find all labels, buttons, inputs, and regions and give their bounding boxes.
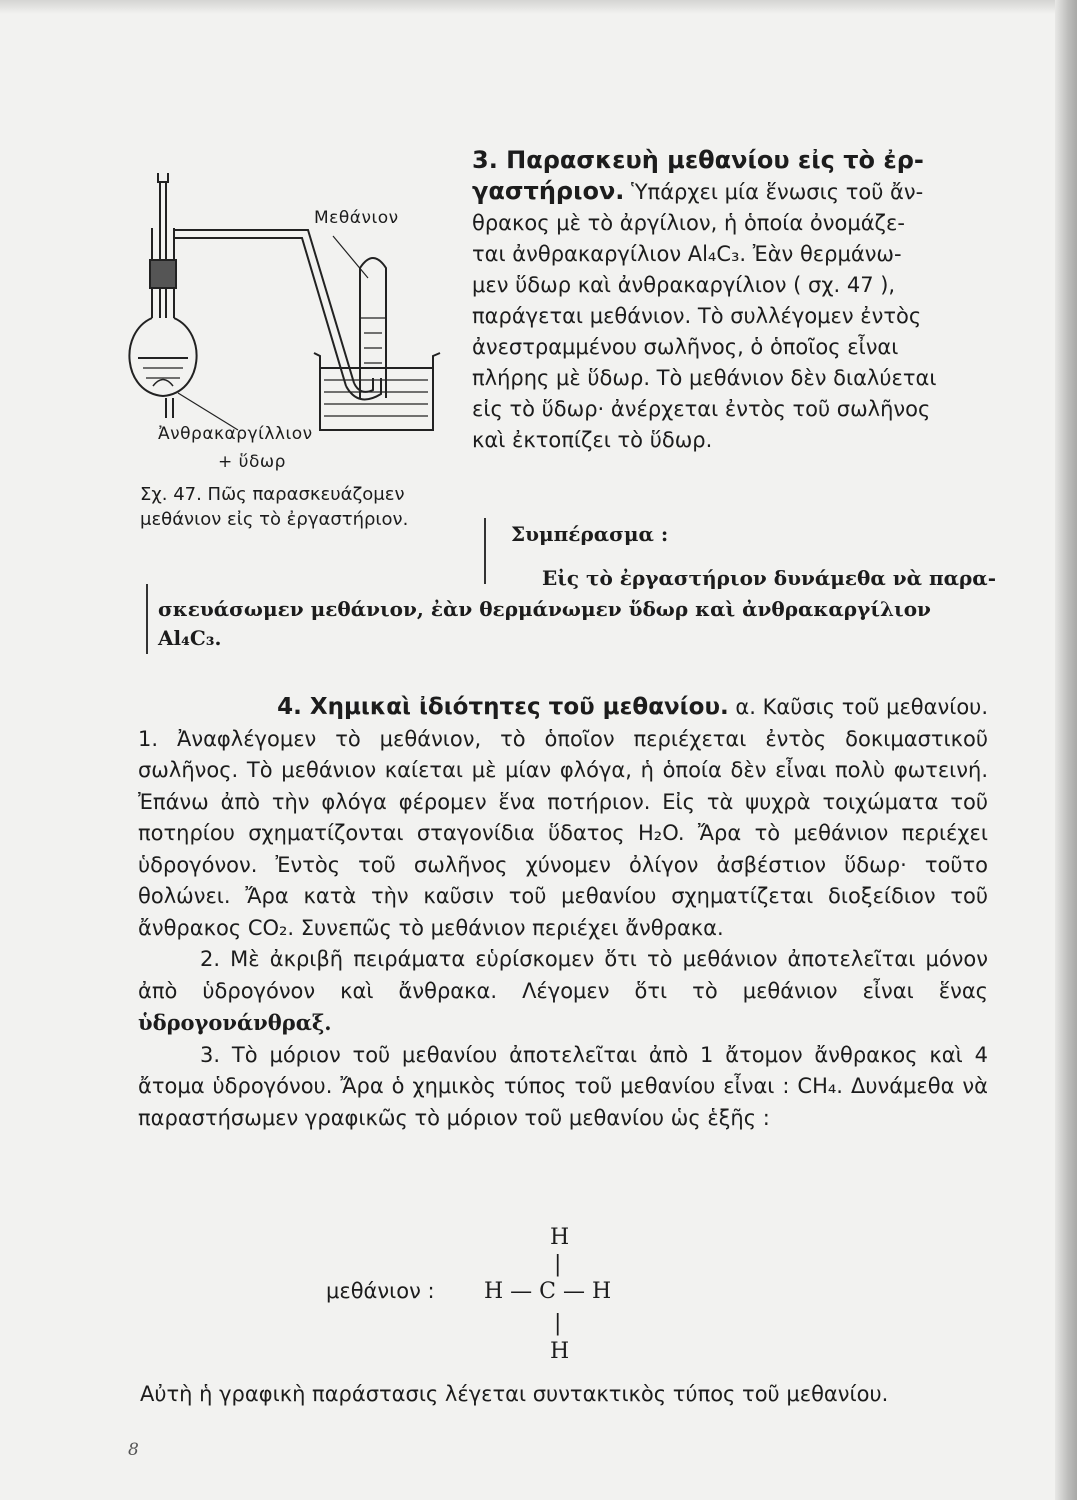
conclusion-heading: Συμπέρασμα : [511,522,669,546]
apparatus-figure [128,168,458,472]
formula-bond-bottom: | [554,1311,562,1336]
conclusion-line-1: Εἰς τὸ ἐργαστήριον δυνάμεθα νὰ παρα- [541,566,996,590]
section-4-subheading: α. Καῦσις τοῦ μεθανίου. [728,695,988,719]
section-3-line: ἀνεστραμμένου σωλῆνος, ὁ ὁποῖος εἶναι [472,335,899,359]
formula-top-h: H [550,1225,570,1250]
page-number: 8 [128,1440,139,1460]
paragraph-3: 3. Τὸ μόριον τοῦ μεθανίου ἀποτελεῖται ἀπὸ 1 ἄτομον ἄνθρακος καὶ 4 ἄτομα ὑδρογόνου. Ἄρα ὁ χημικὸς τύπος τοῦ μεθανίου εἶναι : CH₄. Δυνάμεθα νὰ παραστήσωμεν γραφικῶς τὸ μόριον τοῦ μεθανίου ὡς ἑξῆς : [138,1042,988,1130]
section-3-line: καὶ ἐκτοπίζει τὸ ὕδωρ. [472,428,713,452]
gas-label: Μεθάνιον [314,208,399,228]
section-3-line: θρακος μὲ τὸ ἀργίλιον, ἡ ὁποία ὀνομάζε- [472,211,905,235]
section-3-line: παράγεται μεθάνιον. Τὸ συλλέγομεν ἐντὸς [472,304,922,328]
section-3-line: μεν ὕδωρ καὶ ἀνθρακαργίλιον ( σχ. 47 ), [472,273,896,297]
conclusion-rule [484,518,486,584]
apparatus-drawing [128,168,458,468]
formula-label: μεθάνιον : [326,1279,435,1303]
section-3-line: πλήρης μὲ ὕδωρ. Τὸ μεθάνιον δὲν διαλύεται [472,366,937,390]
paragraph-2 [138,944,988,1040]
formula-middle: H — C — H [484,1279,612,1304]
formula-bottom-h: H [550,1339,570,1364]
paragraph-1: 1. Ἀναφλέγομεν τὸ μεθάνιον, τὸ ὁποῖον περιέχεται ἐντὸς δοκιμαστικοῦ σωλῆνος. Τὸ μεθάνιον καίεται μὲ μίαν φλόγα, ἡ ὁποία δὲν εἶναι πολὺ φωτεινή. Ἐπάνω ἀπὸ τὴν φλόγα φέρομεν ἕνα ποτήριον. Εἰς τὰ ψυχρὰ τοιχώματα τοῦ ποτηρίου σχηματίζονται σταγονίδια ὕδατος H₂O. Ἄρα τὸ μεθάνιον περιέχει ὑδρογόνον. Ἐντὸς τοῦ σωλῆνος χύνομεν ὀλίγον ἀσβέστιον ὕδωρ· τοῦτο θολώνει. Ἄρα κατὰ τὴν καῦσιν τοῦ μεθανίου σχηματίζεται διοξείδιον τοῦ ἄνθρακος CO₂. Συνεπῶς τὸ μεθάνιον περιέχει ἄνθρακα. [138,726,988,940]
final-line: Αὐτὴ ἡ γραφικὴ παράστασις λέγεται συντακτικὸς τύπος τοῦ μεθανίου. [140,1382,889,1406]
reagent-label-water: + ὕδωρ [218,452,286,472]
caption-line-1: Σχ. 47. Πῶς παρασκευάζομεν [140,484,405,505]
section-3 [472,145,997,456]
section-3-heading-cont: γαστήριον. [472,177,625,205]
section-3-heading: 3. Παρασκευὴ μεθανίου εἰς τὸ ἐρ- [472,146,924,174]
page-edge [1055,0,1077,1500]
figure-caption [140,482,480,532]
paragraph-2-term: ὑδρογονάνθραξ. [138,1010,332,1035]
section-4-heading: 4. Χημικαὶ ἰδιότητες τοῦ μεθανίου. [277,694,729,720]
formula-bond-top: | [554,1252,562,1277]
section-4 [138,692,988,1134]
section-3-text: Ὑπάρχει μία ἕνωσις τοῦ ἄν- [624,180,924,204]
structural-formula [326,1225,746,1375]
paragraph-2-text: 2. Μὲ ἀκριβῆ πειράματα εὑρίσκομεν ὅτι τὸ μεθάνιον ἀποτελεῖται μόνον ἀπὸ ὑδρογόνον καὶ ἄνθρακα. Λέγομεν ὅτι τὸ μεθάνιον εἶναι ἕνας [138,947,988,1003]
section-3-line: εἰς τὸ ὕδωρ· ἀνέρχεται ἐντὸς τοῦ σωλῆνος [472,397,931,421]
caption-line-2: μεθάνιον εἰς τὸ ἐργαστήριον. [140,509,409,530]
page-shadow [0,0,1077,14]
conclusion-rule-left [146,584,148,654]
section-3-line: ται ἀνθρακαργίλιον Al₄C₃. Ἐὰν θερμάνω- [472,242,902,266]
conclusion-line-3: Al₄C₃. [158,626,222,650]
reagent-label: Ἀνθρακαργίλλιον [158,424,313,444]
conclusion-line-2: σκευάσωμεν μεθάνιον, ἐὰν θερμάνωμεν ὕδωρ καὶ ἀνθρακαργίλιον [158,597,931,621]
